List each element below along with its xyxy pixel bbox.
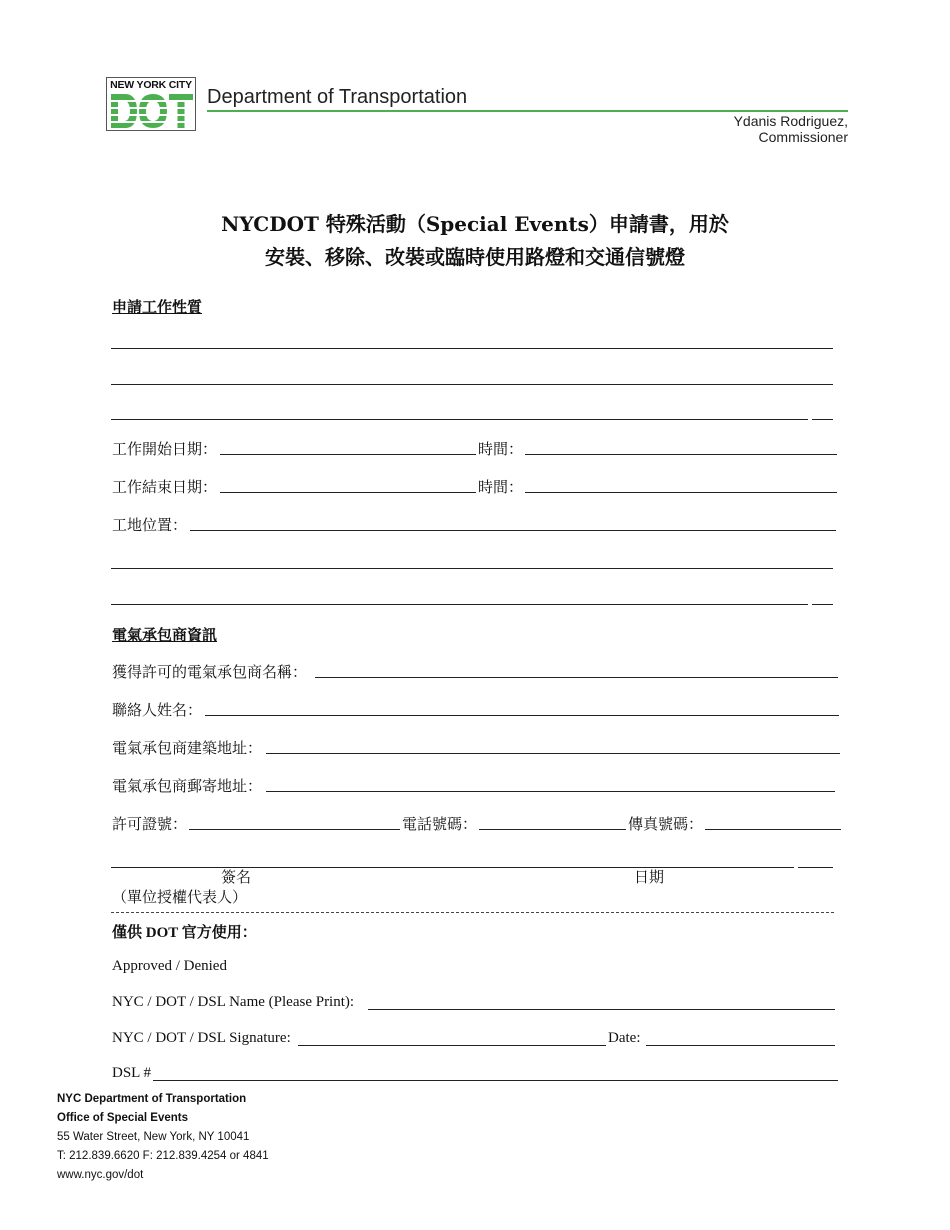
phone-number-label: 電話號碼： <box>402 815 478 833</box>
footer-address: 55 Water Street, New York, NY 10041 <box>57 1131 250 1143</box>
dsl-date-label: Date: <box>608 1030 641 1046</box>
footer-phones: T: 212.839.6620 F: 212.839.4254 or 4841 <box>57 1150 269 1162</box>
dsl-name-label: NYC / DOT / DSL Name (Please Print): <box>112 994 355 1010</box>
nyc-dot-logo <box>106 77 196 131</box>
work-nature-line-2[interactable] <box>111 384 833 385</box>
form-title-line-2: 安裝、移除、改裝或臨時使用路燈和交通信號燈 <box>265 245 685 269</box>
signature-sublabel: （單位授權代表人） <box>112 888 248 906</box>
signature-date-label: 日期 <box>634 868 665 886</box>
contractor-info-heading: 電氣承包商資訊 <box>112 626 218 644</box>
site-location-line-2[interactable] <box>111 568 833 569</box>
official-use-separator <box>111 912 834 913</box>
signature-date-line[interactable] <box>111 867 794 868</box>
work-nature-line-1[interactable] <box>111 348 833 349</box>
work-nature-heading: 申請工作性質 <box>112 298 203 316</box>
dsl-signature-field[interactable] <box>298 1045 606 1046</box>
license-number-label: 許可證號： <box>112 815 188 833</box>
phone-number-field[interactable] <box>479 829 626 830</box>
end-date-field[interactable] <box>220 492 476 493</box>
site-location-label: 工地位置： <box>112 516 188 534</box>
signature-label: 簽名 <box>221 868 252 886</box>
form-title-line-1: NYCDOT 特殊活動（Special Events）申請書，用於 <box>221 212 729 236</box>
end-time-field[interactable] <box>525 492 837 493</box>
contact-name-field[interactable] <box>205 715 839 716</box>
header-divider <box>207 110 848 112</box>
dsl-name-field[interactable] <box>368 1009 835 1010</box>
department-name: Department of Transportation <box>207 86 468 108</box>
footer-org: NYC Department of Transportation <box>57 1093 247 1105</box>
dsl-number-label: DSL # <box>112 1065 152 1081</box>
dsl-number-field[interactable] <box>153 1080 838 1081</box>
mailing-address-field[interactable] <box>266 791 835 792</box>
start-date-field[interactable] <box>220 454 476 455</box>
end-date-label: 工作結束日期： <box>112 478 218 496</box>
building-address-field[interactable] <box>266 753 840 754</box>
dsl-signature-label: NYC / DOT / DSL Signature: <box>112 1030 291 1046</box>
licensed-contractor-field[interactable] <box>315 677 838 678</box>
approved-denied-text[interactable]: Approved / Denied <box>112 958 227 974</box>
commissioner-name: Ydanis Rodriguez, Commissioner <box>733 113 848 145</box>
signature-date-line-tail <box>798 867 833 868</box>
dot-logo-mark-icon <box>109 93 195 129</box>
end-time-label: 時間： <box>478 478 524 496</box>
fax-number-field[interactable] <box>705 829 841 830</box>
contact-name-label: 聯絡人姓名： <box>112 701 203 719</box>
footer-website[interactable]: www.nyc.gov/dot <box>57 1169 144 1181</box>
logo-city-text: NEW YORK CITY <box>110 79 192 91</box>
building-address-label: 電氣承包商建築地址： <box>112 739 263 757</box>
official-use-heading: 僅供 DOT 官方使用： <box>112 925 257 941</box>
footer-office: Office of Special Events <box>57 1112 189 1124</box>
licensed-contractor-label: 獲得許可的電氣承包商名稱： <box>112 663 308 681</box>
site-location-line-3-tail <box>812 604 833 605</box>
site-location-line-3[interactable] <box>111 604 808 605</box>
start-time-label: 時間： <box>478 440 524 458</box>
mailing-address-label: 電氣承包商郵寄地址： <box>112 777 263 795</box>
site-location-field[interactable] <box>190 530 836 531</box>
work-nature-line-3[interactable] <box>111 419 808 420</box>
start-date-label: 工作開始日期： <box>112 440 218 458</box>
fax-number-label: 傳真號碼： <box>628 815 704 833</box>
start-time-field[interactable] <box>525 454 837 455</box>
license-number-field[interactable] <box>189 829 400 830</box>
dsl-date-field[interactable] <box>646 1045 835 1046</box>
work-nature-line-3-tail <box>812 419 833 420</box>
